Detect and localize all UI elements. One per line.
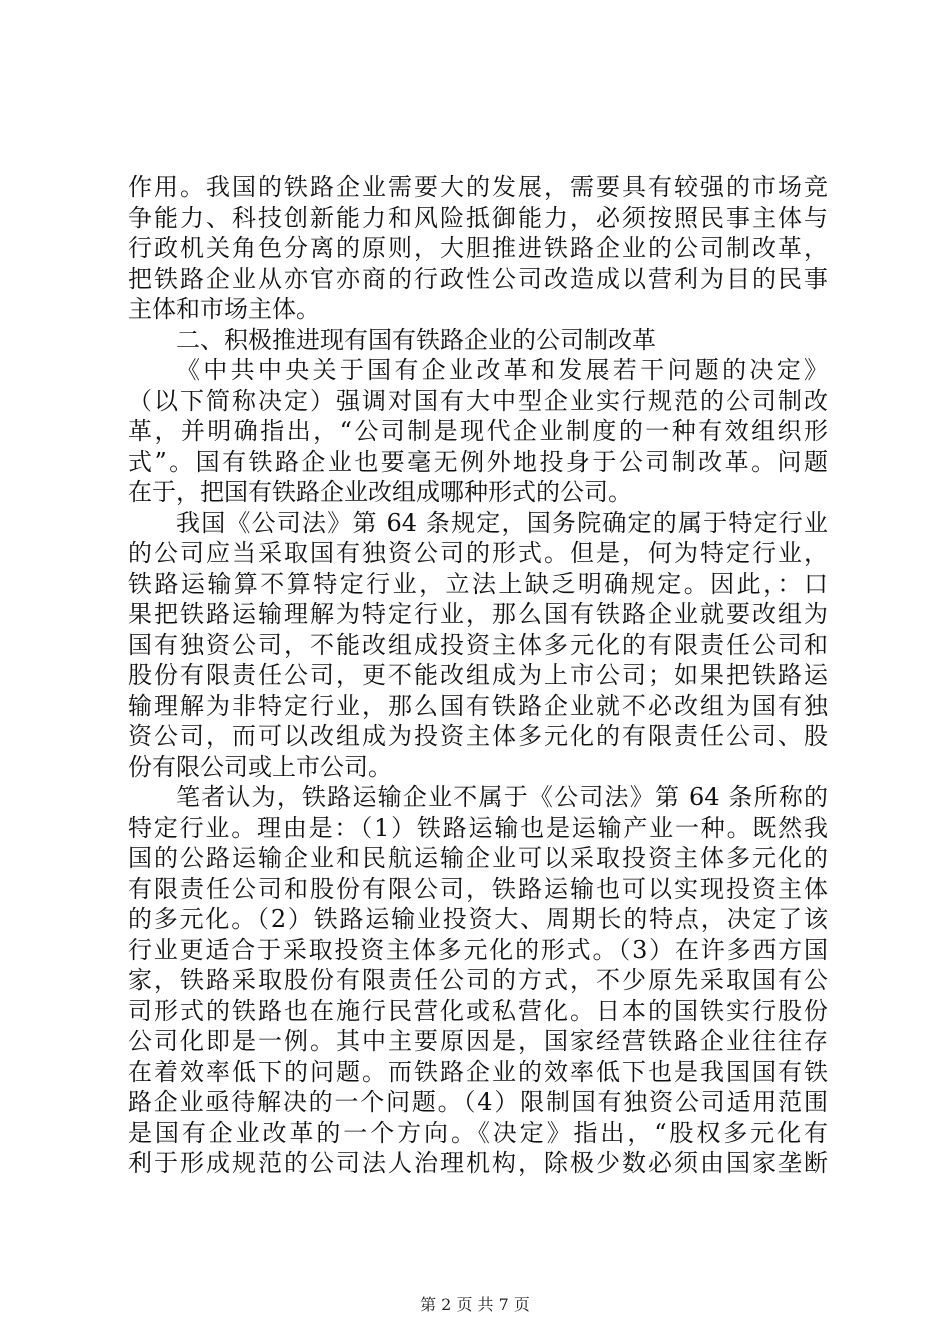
text-line: 革，并明确指出，“公司制是现代企业制度的一种有效组织形 [128,417,828,445]
text-line: （以下简称决定）强调对国有大中型企业实行规范的公司制改 [128,386,828,415]
text-line: 司形式的铁路也在施行民营化或私营化。日本的国铁实行股份 [128,996,828,1025]
text-line: 特定行业。理由是：（1）铁路运输也是运输产业一种。既然我 [128,813,828,842]
text-line: 笔者认为，铁路运输企业不属于《公司法》第 64 条所称的 [176,783,828,811]
text-line: 铁路运输算不算特定行业，立法上缺乏明确规定。因此，：口 [128,569,828,598]
text-line: 资公司，而可以改组成为投资主体多元化的有限责任公司、股 [128,722,828,750]
text-line: 路企业亟待解决的一个问题。（4）限制国有独资公司适用范围 [128,1088,828,1116]
text-line: 式”。国有铁路企业也要毫无例外地投身于公司制改革。问题 [128,447,828,476]
text-line: 有限责任公司和股份有限公司，铁路运输也可以实现投资主体 [128,874,828,903]
text-line: 输理解为非特定行业，那么国有铁路企业就不必改组为国有独 [128,691,828,720]
body-text [128,172,828,1179]
text-line: 利于形成规范的公司法人治理机构，除极少数必须由国家垄断 [128,1149,828,1177]
text-line: 的多元化。（2）铁路运输业投资大、周期长的特点，决定了该 [128,905,828,933]
text-line: 果把铁路运输理解为特定行业，那么国有铁路企业就要改组为 [128,600,828,628]
text-line: 行政机关角色分离的原则，大胆推进铁路企业的公司制改革， [128,234,828,262]
text-line: 国的公路运输企业和民航运输企业可以采取投资主体多元化的 [128,844,828,872]
text-line: 争能力、科技创新能力和风险抵御能力，必须按照民事主体与 [128,203,828,232]
text-line: 国有独资公司，不能改组成投资主体多元化的有限责任公司和 [128,630,828,659]
text-line: 作用。我国的铁路企业需要大的发展，需要具有较强的市场竞 [128,173,828,201]
text-line: 《中共中央关于国有企业改革和发展若干问题的决定》 [176,356,828,384]
text-line: 份有限公司或上市公司。 [128,752,392,781]
text-line: 把铁路企业从亦官亦商的行政性公司改造成以营利为目的民事 [128,264,828,293]
text-line: 在着效率低下的问题。而铁路企业的效率低下也是我国国有铁 [128,1057,828,1086]
text-line: 二、积极推进现有国有铁路企业的公司制改革 [176,325,656,354]
text-line: 公司化即是一例。其中主要原因是，国家经营铁路企业往往存 [128,1027,828,1055]
page-footer: 第 2 页 共 7 页 [420,1295,530,1314]
text-line: 行业更适合于采取投资主体多元化的形式。（3）在许多西方国 [128,935,828,964]
text-line: 主体和市场主体。 [128,295,320,323]
text-line: 股份有限责任公司，更不能改组成为上市公司；如果把铁路运 [128,661,828,689]
text-line: 我国《公司法》第 64 条规定，国务院确定的属于特定行业 [176,508,828,537]
text-line: 家，铁路采取股份有限责任公司的方式，不少原先采取国有公 [128,966,828,994]
text-line: 是国有企业改革的一个方向。《决定》指出，“股权多元化有 [128,1118,828,1147]
text-line: 在于，把国有铁路企业改组成哪种形式的公司。 [128,478,632,506]
text-line: 的公司应当采取国有独资公司的形式。但是，何为特定行业， [128,539,828,567]
